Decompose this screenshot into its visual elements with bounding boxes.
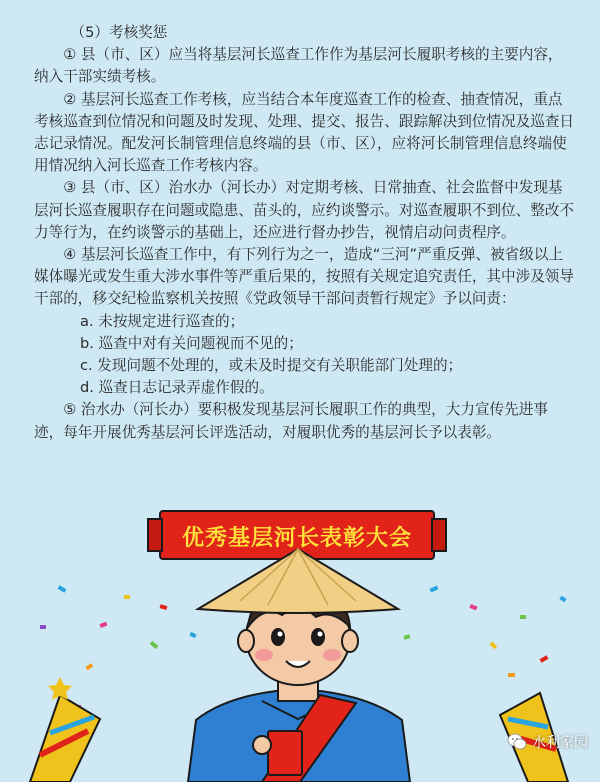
watermark-text: 水利家园 <box>532 735 588 751</box>
paragraph-3: ③ 县（市、区）治水办（河长办）对定期考核、日常抽查、社会监督中发现基层河长巡查履职存在问题或隐患、苗头的，应约谈警示。对巡查履职不到位、整改不力等行为，在约谈警示的基础上，还应进行督办抄告，视情启动问责程序。 <box>34 179 574 241</box>
watermark <box>507 732 588 752</box>
list-item-b: b. 巡查中对有关问题视而不见的； <box>80 334 303 352</box>
list-item-a: a. 未按规定进行巡查的； <box>80 312 245 330</box>
paragraph-1: ① 县（市、区）应当将基层河长巡查工作作为基层河长履职考核的主要内容，纳入干部实绩考核。 <box>34 46 563 86</box>
list-item-c: c. 发现问题不处理的，或未及时提交有关职能部门处理的； <box>80 357 463 375</box>
list-item-d: d. 巡查日志记录弄虚作假的。 <box>80 379 274 397</box>
paragraph-4: ④ 基层河长巡查工作中，有下列行为之一，造成“三河”严重反弹、被省级以上媒体曝光或发生重大涉水事件等严重后果的，按照有关规定追究责任，其中涉及领导干部的，移交纪检监察机关按照《党政领导干部问责暂行规定》予以问责： <box>34 246 574 308</box>
banner-title: 优秀基层河长表彰大会 <box>181 526 412 551</box>
character <box>188 549 410 782</box>
party-popper-left-icon <box>30 677 100 782</box>
paragraph-5: ⑤ 治水办（河长办）要积极发现基层河长履职工作的典型，大力宣传先进事迹，每年开展优秀基层河长评选活动，对履职优秀的基层河长予以表彰。 <box>34 401 548 441</box>
section-heading: （5）考核奖惩 <box>70 24 168 41</box>
wechat-icon <box>507 733 527 751</box>
paragraph-2: ② 基层河长巡查工作考核，应当结合本年度巡查工作的检查、抽查情况，重点考核巡查到位情况和问题及时发现、处理、提交、报告、跟踪解决到位情况及巡查日志记录情况。配发河长制管理信息终端的县（市、区），应将河长制管理信息终端使用情况纳入河长巡查工作考核内容。 <box>34 90 574 175</box>
article-body <box>34 22 574 444</box>
